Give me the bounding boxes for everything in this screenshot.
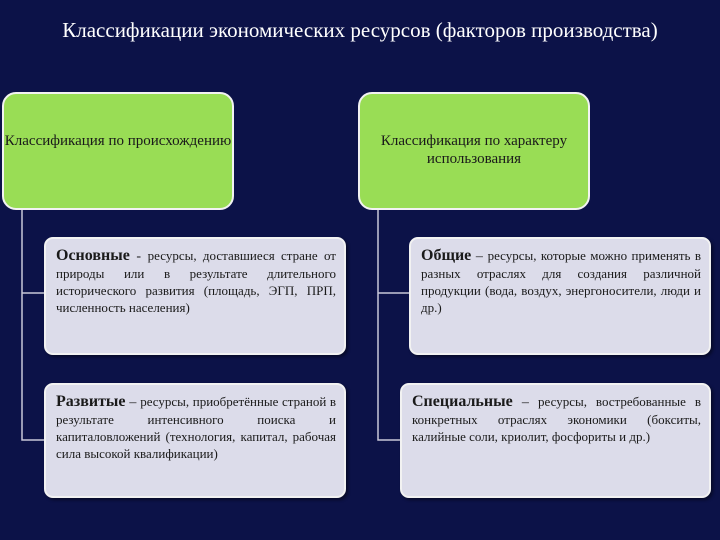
card-term: Общие bbox=[421, 247, 472, 264]
right-connector-trunk bbox=[378, 210, 400, 440]
card-term: Развитые bbox=[56, 393, 126, 410]
header-usage-classification: Классификация по характеру использования bbox=[358, 92, 590, 210]
card-text: ресурсы, которые можно применять в разных отраслях для создания различной продукции (вода, воздух, энергоносители, люди и др.) bbox=[421, 248, 701, 315]
card-text: ресурсы, приобретённые страной в результате интенсивного поиска и капиталовложений (технология, капитал, рабочая сила высокой квалификации) bbox=[56, 394, 337, 461]
card-special-resources bbox=[400, 383, 711, 498]
card-separator: – bbox=[471, 249, 488, 264]
card-text: ресурсы, доставшиеся стране от природы или в результате длительного исторического развития (площадь, ЭГП, ПРП, численность населения) bbox=[56, 248, 336, 315]
card-separator: – bbox=[125, 395, 141, 410]
page-title: Классификации экономических ресурсов (факторов производства) bbox=[62, 18, 658, 42]
card-separator: - bbox=[129, 249, 148, 264]
left-connector-trunk bbox=[22, 210, 44, 440]
card-basic-resources bbox=[44, 237, 346, 355]
card-text: ресурсы, востребованные в конкретных отраслях экономики (бокситы, калийные соли, криолит, фосфориты и др.) bbox=[412, 394, 701, 444]
card-developed-resources bbox=[44, 383, 346, 498]
header-origin-classification: Классификация по происхождению bbox=[2, 92, 234, 210]
card-term: Специальные bbox=[412, 393, 513, 410]
card-general-resources bbox=[409, 237, 711, 355]
card-term: Основные bbox=[56, 247, 130, 264]
card-separator: – bbox=[512, 395, 539, 410]
